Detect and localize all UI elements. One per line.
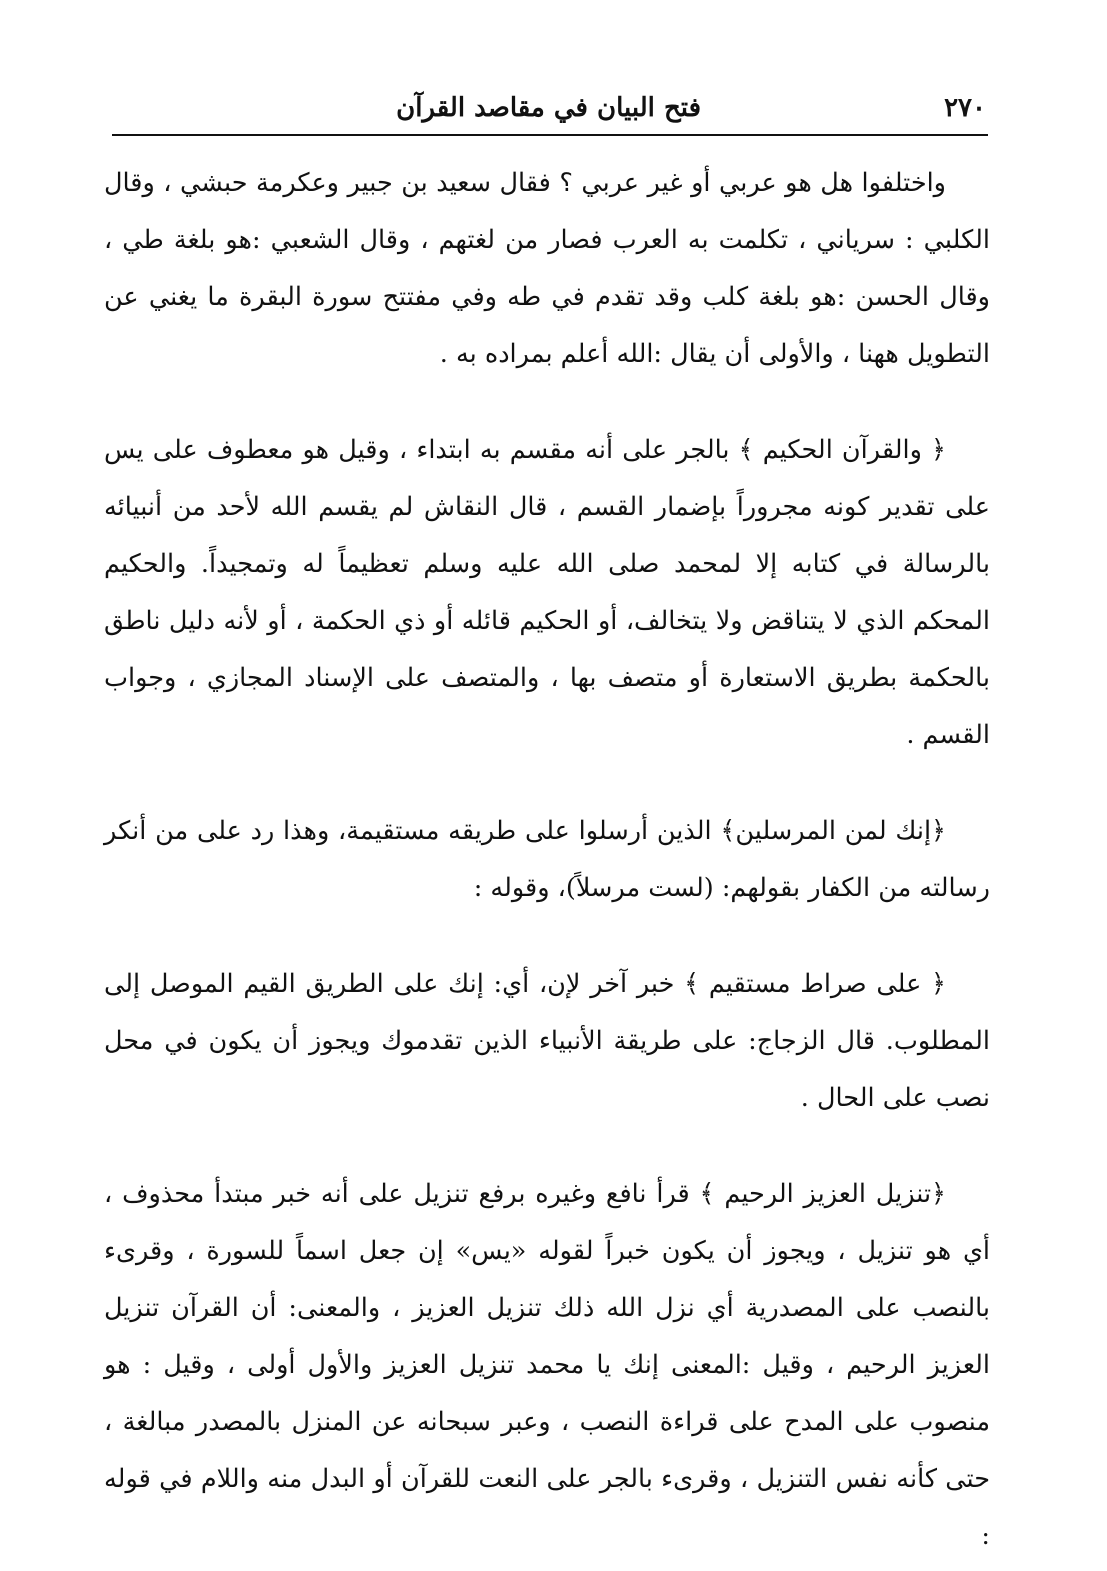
paragraph: ﴿ على صراط مستقيم ﴾ خبر آخر لإن، أي: إنك على الطريق القيم الموصل إلى المطلوب. قال الزجاج: على طريقة الأنبياء الذين تقدموك ويجوز أن يكون في محل نصب على الحال .: [104, 969, 990, 1113]
header-rule: [112, 134, 988, 136]
paragraph: ﴿ والقرآن الحكيم ﴾ بالجر على أنه مقسم به ابتداء ، وقيل هو معطوف على يس على تقدير كونه مجروراً بإضمار القسم ، قال النقاش لم يقسم الله لأحد من أنبيائه بالرسالة في كتابه إلا لمحمد صلى الله عليه وسلم تعظيماً له وتمجيداً. والحكيم المحكم الذي لا يتناقض ولا يتخالف، أو الحكيم قائله أو ذي الحكمة ، أو لأنه دليل ناطق بالحكمة بطريق الاستعارة أو متصف بها ، والمتصف على الإسناد المجازي ، وجواب القسم .: [104, 435, 990, 750]
paragraph: ﴿إنك لمن المرسلين﴾ الذين أرسلوا على طريقه مستقيمة، وهذا رد على من أنكر رسالته من الكفار بقولهم: (لست مرسلاً)، وقوله :: [104, 816, 990, 903]
running-title: فتح البيان في مقاصد القرآن: [396, 93, 701, 123]
paragraph: ﴿تنزيل العزيز الرحيم ﴾ قرأ نافع وغيره برفع تنزيل على أنه خبر مبتدأ محذوف ، أي هو تنزيل ، ويجوز أن يكون خبراً لقوله «يس» إن جعل اسماً للسورة ، وقرىء بالنصب على المصدرية أي نزل الله ذلك تنزيل العزيز ، والمعنى: أن القرآن تنزيل العزيز الرحيم ، وقيل :المعنى إنك يا محمد تنزيل العزيز والأول أولى ، وقيل : هو منصوب على المدح على قراءة النصب ، وعبر سبحانه عن المنزل بالمصدر مبالغة ، حتى كأنه نفس التنزيل ، وقرىء بالجر على النعت للقرآن أو البدل منه واللام في قوله :: [104, 1179, 990, 1551]
paragraph: واختلفوا هل هو عربي أو غير عربي ؟ فقال سعيد بن جبير وعكرمة حبشي ، وقال الكلبي : سرياني ، تكلمت به العرب فصار من لغتهم ، وقال الشعبي :هو بلغة طي ، وقال الحسن :هو بلغة كلب وقد تقدم في طه وفي مفتتح سورة البقرة ما يغني عن التطويل ههنا ، والأولى أن يقال :الله أعلم بمراده به .: [104, 168, 990, 369]
page-header: [110, 88, 986, 134]
page-number: ٢٧٠: [944, 93, 986, 123]
page-body: [104, 155, 990, 1565]
